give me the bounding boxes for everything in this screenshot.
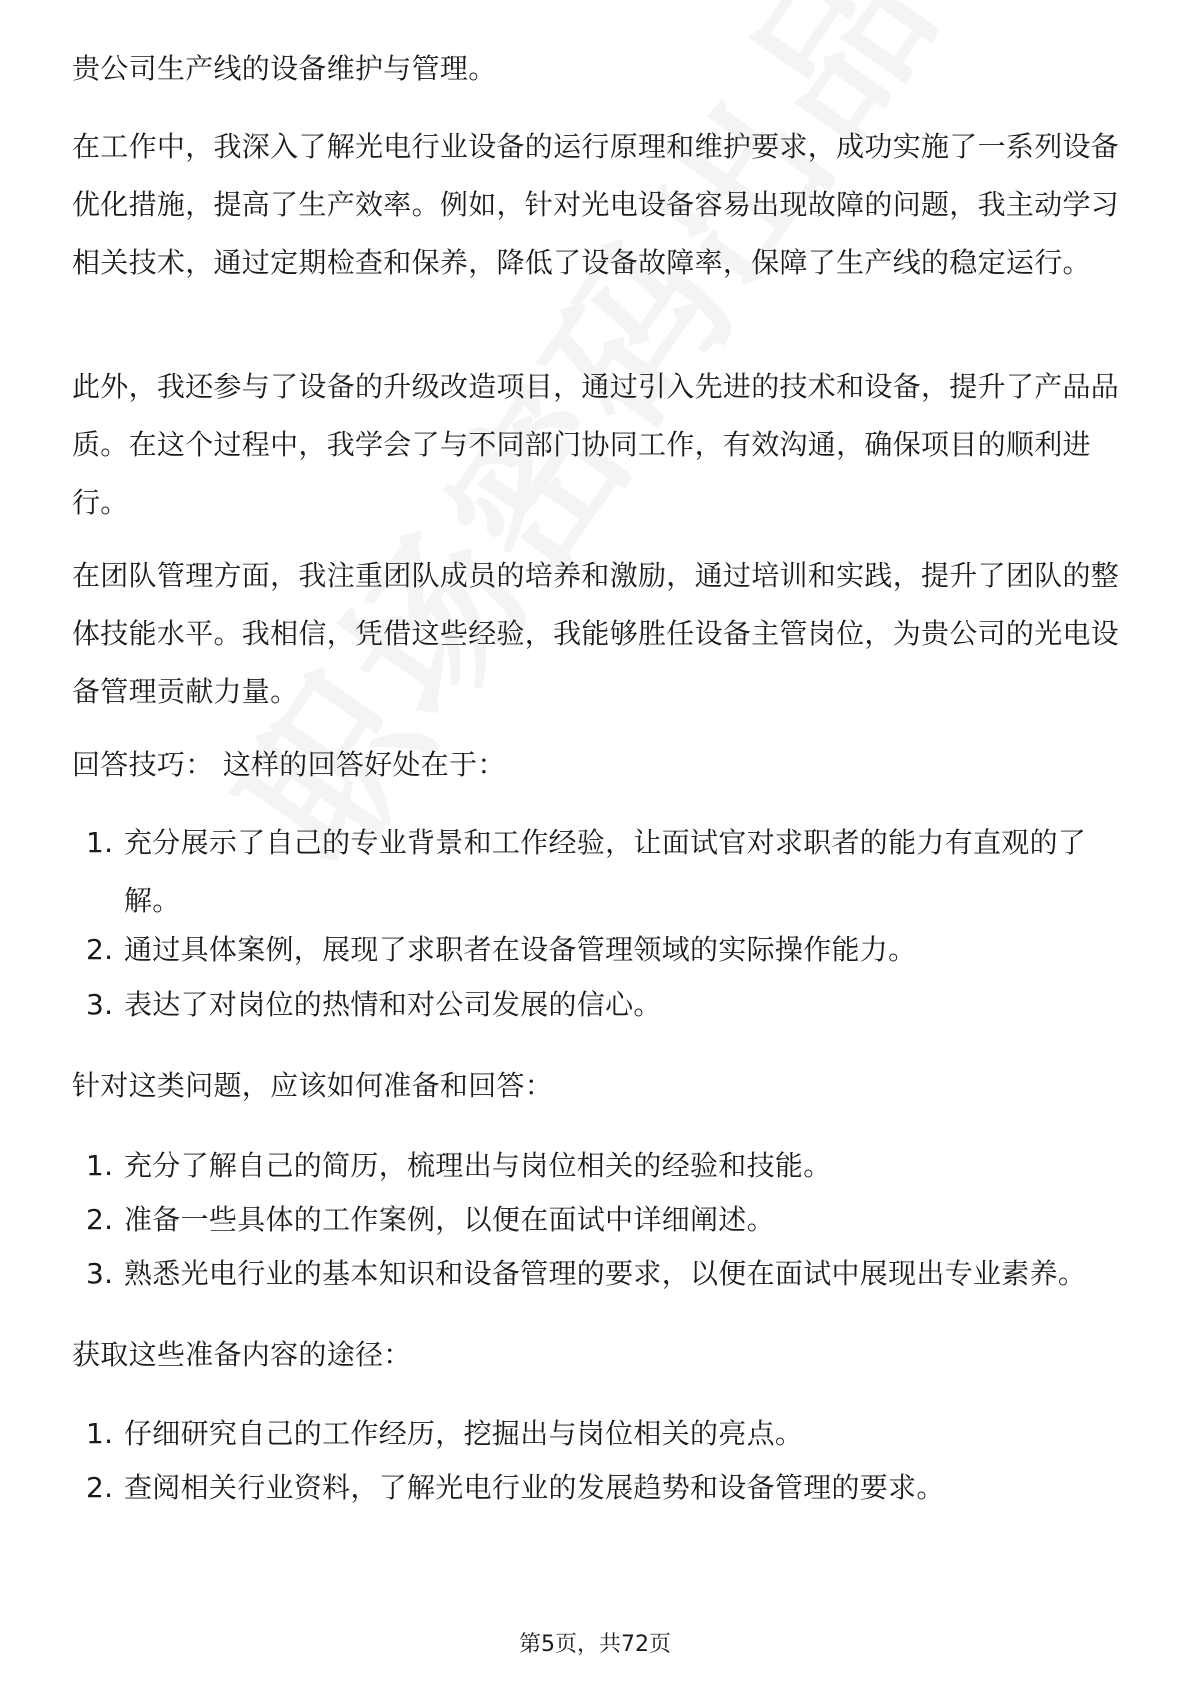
paragraph-work-experience: 在工作中，我深入了解光电行业设备的运行原理和维护要求，成功实施了一系列设备优化措施，提高了生产效率。例如，针对光电设备容易出现故障的问题，我主动学习相关技术，通过定期检查和保养，降低了设备故障率，保障了生产线的稳定运行。: [72, 130, 1120, 279]
paragraph-team-management: 在团队管理方面，我注重团队成员的培养和激励，通过培训和实践，提升了团队的整体技能水平。我相信，凭借这些经验，我能够胜任设备主管岗位，为贵公司的光电设备管理贡献力量。: [72, 559, 1120, 708]
list-item-number: 2.: [86, 1203, 114, 1236]
list-item-text: 表达了对岗位的热情和对公司发展的信心。: [124, 988, 662, 1021]
list-item: [72, 921, 1120, 979]
list-item: [72, 1191, 1120, 1249]
preparation-heading: 针对这类问题，应该如何准备和回答：: [72, 1069, 554, 1102]
list-item: [72, 1137, 1120, 1195]
list-item-text: 查阅相关行业资料，了解光电行业的发展趋势和设备管理的要求。: [124, 1471, 945, 1504]
answer-tips-heading: 回答技巧： 这样的回答好处在于：: [72, 748, 506, 781]
list-item-text: 充分了解自己的简历，梳理出与岗位相关的经验和技能。: [124, 1149, 832, 1182]
list-item-number: 1.: [86, 1417, 114, 1450]
list-item-text: 仔细研究自己的工作经历，挖掘出与岗位相关的亮点。: [124, 1417, 804, 1450]
list-item-text: 通过具体案例，展现了求职者在设备管理领域的实际操作能力。: [124, 933, 917, 966]
list-item: [72, 1245, 1120, 1303]
list-item-number: 3.: [86, 988, 114, 1021]
list-item-number: 2.: [86, 1471, 114, 1504]
page-number-footer: 第5页，共72页: [519, 1632, 671, 1657]
list-item-number: 1.: [86, 1149, 114, 1182]
list-item: [72, 1405, 1120, 1463]
list-item: [72, 976, 1120, 1034]
list-item-text: 熟悉光电行业的基本知识和设备管理的要求，以便在面试中展现出专业素养。: [124, 1257, 1087, 1290]
paragraph-intro-tail: 贵公司生产线的设备维护与管理。: [72, 52, 497, 85]
list-item-text: 充分展示了自己的专业背景和工作经验，让面试官对求职者的能力有直观的了解。: [124, 826, 1087, 917]
list-item-number: 1.: [86, 826, 114, 859]
list-item-number: 2.: [86, 933, 114, 966]
list-item-number: 3.: [86, 1257, 114, 1290]
list-item: [72, 1459, 1120, 1517]
list-item-text: 准备一些具体的工作案例，以便在面试中详细阐述。: [124, 1203, 775, 1236]
sources-heading: 获取这些准备内容的途径：: [72, 1338, 412, 1371]
list-item: [72, 814, 1120, 930]
paragraph-upgrade-project: 此外，我还参与了设备的升级改造项目，通过引入先进的技术和设备，提升了产品品质。在这个过程中，我学会了与不同部门协同工作，有效沟通，确保项目的顺利进行。: [72, 370, 1120, 519]
